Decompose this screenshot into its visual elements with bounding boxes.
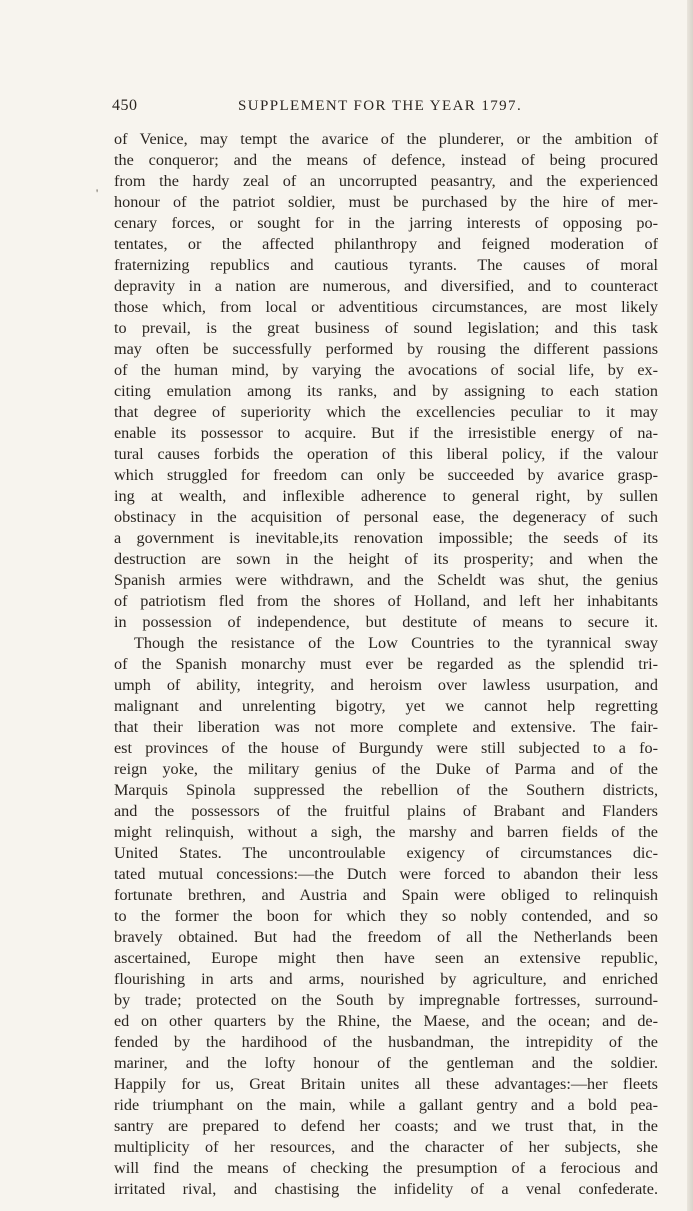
text-line: which struggled for freedom can only be succeeded by avarice grasp- bbox=[114, 466, 658, 484]
text-line: that degree of superiority which the excellencies peculiar to it may bbox=[114, 403, 658, 421]
text-line: cenary forces, or sought for in the jarring interests of opposing po- bbox=[114, 214, 658, 232]
text-line: will find the means of checking the presumption of a ferocious and bbox=[114, 1159, 658, 1177]
text-line: umph of ability, integrity, and heroism over lawless usurpation, and bbox=[114, 676, 658, 694]
text-line: reign yoke, the military genius of the Duke of Parma and of the bbox=[114, 760, 658, 778]
text-line: malignant and unrelenting bigotry, yet we cannot help regretting bbox=[114, 697, 658, 715]
text-line: fraternizing republics and cautious tyrants. The causes of moral bbox=[114, 256, 658, 274]
text-line: depravity in a nation are numerous, and diversified, and to counteract bbox=[114, 277, 658, 295]
page-edge-shadow bbox=[687, 0, 693, 1211]
page-header bbox=[112, 97, 660, 119]
text-line: bravely obtained. But had the freedom of all the Netherlands been bbox=[114, 928, 658, 946]
text-line: and the possessors of the fruitful plains of Brabant and Flanders bbox=[114, 802, 658, 820]
text-line: honour of the patriot soldier, must be purchased by the hire of mer- bbox=[114, 193, 658, 211]
text-line: Happily for us, Great Britain unites all these advantages:—her fleets bbox=[114, 1075, 658, 1093]
margin-mark: ' bbox=[96, 186, 99, 200]
text-line: santry are prepared to defend her coasts; and we trust that, in the bbox=[114, 1117, 658, 1135]
text-line: a government is inevitable,its renovation impossible; the seeds of its bbox=[114, 529, 658, 547]
text-line: of the Spanish monarchy must ever be regarded as the splendid tri- bbox=[114, 655, 658, 673]
text-line: Spanish armies were withdrawn, and the Scheldt was shut, the genius bbox=[114, 571, 658, 589]
text-line: est provinces of the house of Burgundy were still subjected to a fo- bbox=[114, 739, 658, 757]
text-line: ed on other quarters by the Rhine, the Maese, and the ocean; and de- bbox=[114, 1012, 658, 1030]
text-line: irritated rival, and chastising the infidelity of a venal confederate. bbox=[114, 1180, 658, 1198]
text-line: Though the resistance of the Low Countries to the tyrannical sway bbox=[134, 634, 658, 652]
text-line: multiplicity of her resources, and the character of her subjects, she bbox=[114, 1138, 658, 1156]
running-head: SUPPLEMENT FOR THE YEAR 1797. bbox=[238, 98, 523, 114]
text-line: might relinquish, without a sigh, the marshy and barren fields of the bbox=[114, 823, 658, 841]
text-line: tural causes forbids the operation of this liberal policy, if the valour bbox=[114, 445, 658, 463]
text-line: from the hardy zeal of an uncorrupted peasantry, and the experienced bbox=[114, 172, 658, 190]
text-line: tentates, or the affected philanthropy and feigned moderation of bbox=[114, 235, 658, 253]
text-line: tated mutual concessions:—the Dutch were forced to abandon their less bbox=[114, 865, 658, 883]
text-line: ing at wealth, and inflexible adherence to general right, by sullen bbox=[114, 487, 658, 505]
text-line: of patriotism fled from the shores of Holland, and left her inhabitants bbox=[114, 592, 658, 610]
text-line: United States. The uncontroulable exigency of circumstances dic- bbox=[114, 844, 658, 862]
text-line: of Venice, may tempt the avarice of the plunderer, or the ambition of bbox=[114, 130, 658, 148]
paragraph-1 bbox=[114, 129, 658, 633]
text-line: to the former the boon for which they so nobly contended, and so bbox=[114, 907, 658, 925]
text-line: flourishing in arts and arms, nourished by agriculture, and enriched bbox=[114, 970, 658, 988]
text-line: to prevail, is the great business of sound legislation; and this task bbox=[114, 319, 658, 337]
text-line: fended by the hardihood of the husbandman, the intrepidity of the bbox=[114, 1033, 658, 1051]
text-line: those which, from local or adventitious circumstances, are most likely bbox=[114, 298, 658, 316]
text-line: in possession of independence, but destitute of means to secure it. bbox=[114, 613, 658, 631]
text-line: the conqueror; and the means of defence, instead of being procured bbox=[114, 151, 658, 169]
text-line: citing emulation among its ranks, and by assigning to each station bbox=[114, 382, 658, 400]
page-number: 450 bbox=[112, 97, 138, 114]
text-line: of the human mind, by varying the avocations of social life, by ex- bbox=[114, 361, 658, 379]
body-text bbox=[114, 129, 658, 1200]
text-line: Marquis Spinola suppressed the rebellion of the Southern districts, bbox=[114, 781, 658, 799]
text-line: may often be successfully performed by rousing the different passions bbox=[114, 340, 658, 358]
text-line: by trade; protected on the South by impregnable fortresses, surround- bbox=[114, 991, 658, 1009]
text-line: that their liberation was not more complete and extensive. The fair- bbox=[114, 718, 658, 736]
text-line: ride triumphant on the main, while a gallant gentry and a bold pea- bbox=[114, 1096, 658, 1114]
text-line: ascertained, Europe might then have seen an extensive republic, bbox=[114, 949, 658, 967]
text-line: fortunate brethren, and Austria and Spain were obliged to relinquish bbox=[114, 886, 658, 904]
text-line: destruction are sown in the height of its prosperity; and when the bbox=[114, 550, 658, 568]
text-line: enable its possessor to acquire. But if the irresistible energy of na- bbox=[114, 424, 658, 442]
text-line: obstinacy in the acquisition of personal ease, the degeneracy of such bbox=[114, 508, 658, 526]
paragraph-2 bbox=[114, 633, 658, 1200]
text-line: mariner, and the lofty honour of the gentleman and the soldier. bbox=[114, 1054, 658, 1072]
